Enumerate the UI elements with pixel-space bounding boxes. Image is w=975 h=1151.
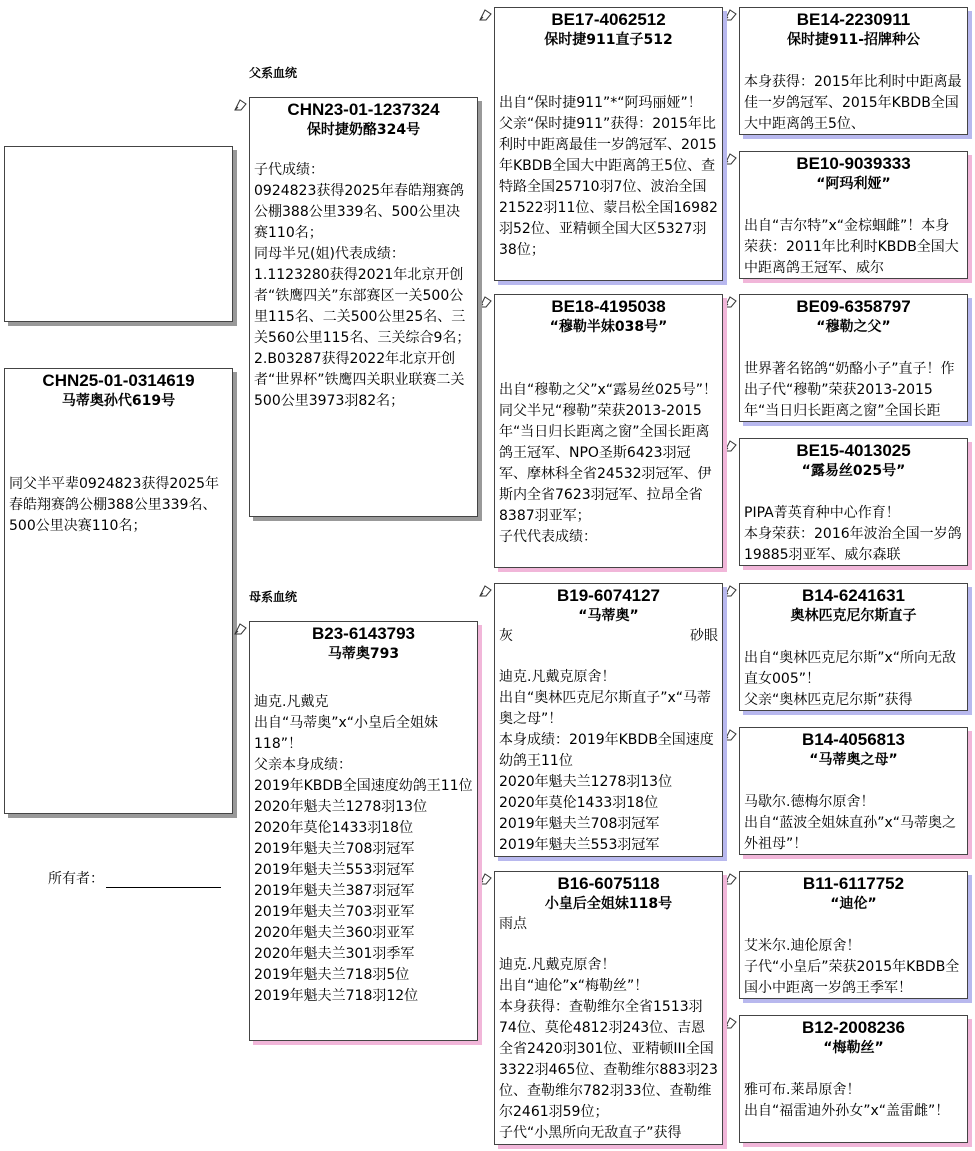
dam-ring: B23-6143793 [311, 624, 416, 643]
flag-icon [478, 294, 493, 309]
ds-traits [495, 626, 722, 647]
dss-ring: B14-6241631 [801, 586, 906, 605]
owner-field [48, 868, 221, 888]
flag-icon [478, 583, 493, 598]
dsd-name: “马蒂奥之母” [809, 752, 898, 768]
subject-ring: CHN25-01-0314619 [42, 371, 195, 390]
subject-card [4, 368, 233, 814]
flag-icon [723, 294, 738, 309]
ddd-body: 雅可布.莱昂原舍！ 出自“福雷迪外孙女”x“盖雷雌”！ [744, 1082, 950, 1119]
sss-card [739, 7, 968, 135]
dam-card [249, 621, 478, 1041]
sd-ring: BE18-4195038 [551, 297, 666, 316]
paternal-label: 父系血统 [249, 66, 298, 80]
ss-body: 出自“保时捷911”*“阿玛丽娅”！ 父亲“保时捷911”获得：2015年比利时中距离最佳一岁鸽冠军、2015年KBDB全国大中距离鸽王5位、查特路全国25710羽7位、波治全国21522羽11位、蒙吕松全国16982羽52位、亚精顿全国大区5327羽38位； [499, 95, 718, 258]
subject-name: 马蒂奥孙代619号 [61, 393, 176, 409]
dss-body: 出自“奥林匹克尼尔斯”x“所向无敌直女005”！ 父亲“奥林匹克尼尔斯”获得 [744, 650, 957, 708]
dds-ring: B11-6117752 [802, 874, 905, 893]
owner-line[interactable] [106, 873, 221, 888]
ds-eye: 砂眼 [690, 628, 718, 644]
dss-name: 奥林匹克尼尔斯直子 [790, 608, 917, 624]
dam-body: 迪克.凡戴克 出自“马蒂奥”x“小皇后全姐妹118”！ 父亲本身成绩： 2019年KBDB全国速度幼鸽王11位 2020年魁夫兰1278羽13位 2020年莫伦1433羽18位 2019年魁夫兰708羽冠军 2019年魁夫兰553羽冠军 2019年魁夫兰387羽冠军 2019年魁夫兰703羽亚军 2020年魁夫兰360羽亚军 2020年魁夫兰301羽季军 2019年魁夫兰718羽5位 2019年魁夫兰718羽12位 [254, 694, 473, 1004]
sds-name: “穆勒之父” [816, 319, 891, 335]
ssd-card [739, 151, 968, 279]
flag-icon [723, 727, 738, 742]
dsd-body: 马歇尔.德梅尔原舍！ 出自“蓝波全姐妹直孙”x“马蒂奥之外祖母”！ [744, 794, 957, 852]
flag-icon [478, 7, 493, 22]
dsd-ring: B14-4056813 [801, 730, 906, 749]
flag-icon [723, 151, 738, 166]
flag-icon [233, 97, 248, 112]
flag-icon [723, 871, 738, 886]
sdd-card [739, 438, 968, 566]
photo-frame [4, 146, 233, 322]
dd-name: 小皇后全姐妹118号 [544, 896, 673, 912]
dss-card [739, 583, 968, 711]
ssd-ring: BE10-9039333 [796, 154, 911, 173]
dd-body: 迪克.凡戴克原舍！ 出自“迪伦”x“梅勒丝”！ 本身获得：查勒维尔全省1513羽74位、莫伦4812羽243位、吉恩全省2420羽301位、亚精顿III全国3322羽465位、查勒维尔883羽23位、查勒维尔782羽33位、查勒维尔2461羽59位； 子代“小黑所向无敌直子”获得 [499, 957, 718, 1141]
sd-card [494, 294, 723, 568]
dd-ring: B16-6075118 [557, 874, 660, 893]
maternal-label: 母系血统 [249, 590, 298, 604]
ss-card [494, 7, 723, 281]
sss-ring: BE14-2230911 [796, 10, 911, 29]
ddd-ring: B12-2008236 [801, 1018, 906, 1037]
ssd-body: 出自“吉尔特”x“金棕蝈雌”！本身荣获：2011年比利时KBDB全国大中距离鸽王冠军、威尔 [744, 218, 959, 276]
dd-card [494, 871, 723, 1145]
dd-color: 雨点 [499, 916, 527, 932]
sdd-ring: BE15-4013025 [796, 441, 911, 460]
ddd-name: “梅勒丝” [823, 1040, 884, 1056]
ds-name: “马蒂奥” [578, 608, 639, 624]
sss-body: 本身获得：2015年比利时中距离最佳一岁鸽冠军、2015年KBDB全国大中距离鸽王5位、 [744, 74, 962, 132]
sd-body: 出自“穆勒之父”x“露易丝025号”！ 同父半兄“穆勒”荣获2013-2015年“当日归长距离之窗”全国长距离鸽王冠军、NPO圣斯6423羽冠军、摩林科全省24532羽冠军、伊斯内全省7623羽冠军、拉昂全省8387羽亚军； 子代代表成绩： [499, 382, 718, 545]
sire-name: 保时捷奶酪324号 [306, 122, 421, 138]
owner-label: 所有者： [48, 871, 104, 887]
ssd-name: “阿玛利娅” [816, 176, 891, 192]
flag-icon [723, 7, 738, 22]
dam-name: 马蒂奥793 [327, 646, 400, 662]
sdd-name: “露易丝025号” [801, 463, 906, 479]
sire-card [249, 97, 478, 517]
ddd-card [739, 1015, 968, 1143]
subject-body: 同父半平辈0924823获得2025年春皓翔赛鸽公棚388公里339名、500公里决赛110名； [9, 476, 219, 534]
dsd-card [739, 727, 968, 855]
ds-color: 灰 [499, 628, 513, 644]
flag-icon [723, 438, 738, 453]
flag-icon [233, 621, 248, 636]
dds-body: 艾米尔.迪伦原舍！ 子代“小皇后”荣获2015年KBDB全国小中距离一岁鸽王季军！ [744, 938, 960, 996]
ds-ring: B19-6074127 [556, 586, 661, 605]
ss-name: 保时捷911直子512 [544, 32, 673, 48]
sds-body: 世界著名铭鸽“奶酪小子”直子！作出子代“穆勒”荣获2013-2015年“当日归长距离之窗”全国长距 [744, 361, 955, 419]
sds-card [739, 294, 968, 422]
flag-icon [723, 583, 738, 598]
sire-ring: CHN23-01-1237324 [287, 100, 440, 119]
sdd-body: PIPA菁英育种中心作育！ 本身荣获：2016年波治全国一岁鸽19885羽亚军、威尔森联 [744, 505, 962, 563]
sire-body: 子代成绩： 0924823获得2025年春皓翔赛鸽公棚388公里339名、500公里决赛110名； 同母半兄(姐)代表成绩： 1.1123280获得2021年北京开创者“铁鹰四关”东部赛区一关500公里115名、二关500公里25名、三关560公里115名、三关综合9名； 2.B03287获得2022年北京开创者“世界杯”铁鹰四关职业联赛二关500公里3973羽82名； [254, 162, 471, 409]
flag-icon [478, 871, 493, 886]
ds-body: 迪克.凡戴克原舍！ 出自“奥林匹克尼尔斯直子”x“马蒂奥之母”！ 本身成绩：2019年KBDB全国速度幼鸽王11位 2020年魁夫兰1278羽13位 2020年莫伦1433羽18位 2019年魁夫兰708羽冠军 2019年魁夫兰553羽冠军 [499, 669, 714, 853]
sds-ring: BE09-6358797 [796, 297, 911, 316]
ss-ring: BE17-4062512 [551, 10, 666, 29]
dds-card [739, 871, 968, 999]
sss-name: 保时捷911-招牌种公 [786, 32, 921, 48]
flag-icon [723, 1015, 738, 1030]
dds-name: “迪伦” [830, 896, 877, 912]
sd-name: “穆勒半妹038号” [549, 319, 668, 335]
ds-card [494, 583, 723, 857]
